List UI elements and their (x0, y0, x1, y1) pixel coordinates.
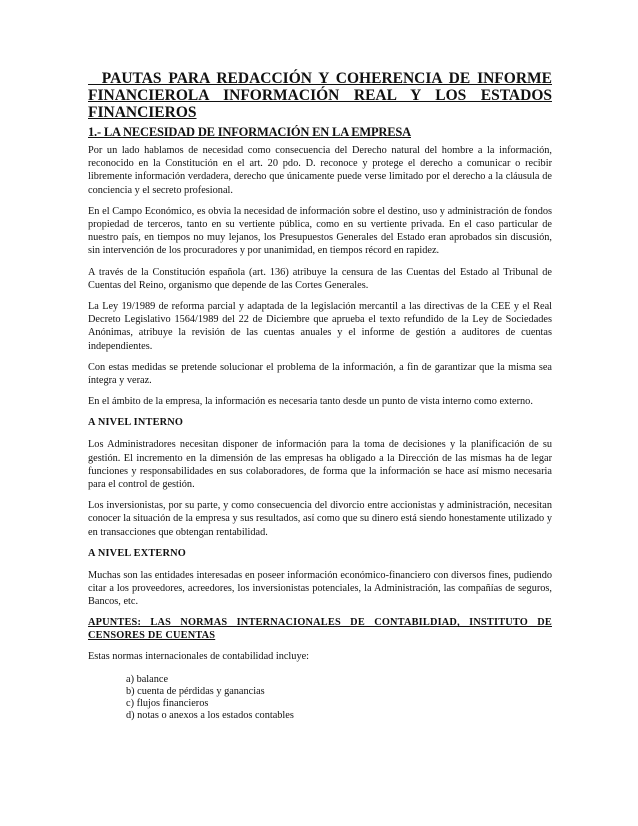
apuntes-intro: Estas normas internacionales de contabilidad incluye: (88, 651, 310, 663)
title-line: FINANCIEROLA INFORMACIÓN REAL Y LOS ESTADOS (88, 87, 552, 104)
paragraph: Los inversionistas, por su parte, y como consecuencia del divorcio entre accionistas y administración, necesitan conocer la situación de la empresa y sus resultados, así como que su dinero está siendo honestamente utilizado y en transacciones que obtengan rentabilidad. (88, 500, 552, 538)
paragraph: A través de la Constitución española (art. 136) atribuye la censura de las Cuentas del Estado al Tribunal de Cuentas del Reino, organismo que depende de las Cortes Generales. (88, 266, 552, 291)
title-line: PAUTAS PARA REDACCIÓN Y COHERENCIA DE INFORME (88, 70, 552, 87)
paragraph: Por un lado hablamos de necesidad como consecuencia del Derecho natural del hombre a la información, reconocido en la Constitución en el art. 20 pdo. D. reconoce y protege el derecho a comunicar o recibir libremente información verdadera, derecho que únicamente puede verse limitado por el derecho a la cláusula de conciencia y el secreto profesional. (88, 145, 552, 196)
list-item: c) flujos financieros (126, 697, 209, 709)
subheading-nivel-interno: A NIVEL INTERNO (88, 417, 184, 429)
paragraph: En el Campo Económico, es obvia la necesidad de información sobre el destino, uso y administración de fondos propiedad de terceros, tanto en su vertiente pública, como en su vertiente privada. En el caso particular de nuestro país, en tiempos no muy lejanos, los Presupuestos Generales del Estado eran aprobados sin discusión, sin intervención de los procuradores y por unanimidad, en tiempos récord en rapidez. (88, 205, 552, 257)
section-heading (88, 125, 552, 140)
list-item: b) cuenta de pérdidas y ganancias (126, 685, 265, 697)
document-title (88, 70, 552, 121)
section-heading-text: 1.- LA NECESIDAD DE INFORMACIÓN EN LA EMPRESA (88, 125, 411, 139)
paragraph: En el ámbito de la empresa, la información es necesaria tanto desde un punto de vista interno como externo. (88, 396, 533, 408)
list-item: a) balance (126, 673, 169, 685)
apuntes-heading-line: CENSORES DE CUENTAS (88, 630, 216, 642)
paragraph: Muchas son las entidades interesadas en poseer información económico-financiero con diversos fines, pudiendo citar a los proveedores, acreedores, los inversionistas potenciales, la Administración, las compañías de seguros, Bancos, etc. (88, 569, 552, 608)
list-item: d) notas o anexos a los estados contables (126, 709, 294, 721)
document-page (88, 70, 552, 722)
subheading-nivel-externo: A NIVEL EXTERNO (88, 547, 186, 559)
apuntes-heading-line: APUNTES: LAS NORMAS INTERNACIONALES DE CONTABILDIAD, INSTITUTO DE (88, 617, 552, 629)
paragraph: Con estas medidas se pretende solucionar el problema de la información, a fin de garantizar que la misma sea íntegra y veraz. (88, 361, 552, 387)
statements-list (88, 674, 552, 722)
title-line: FINANCIEROS (88, 104, 197, 121)
apuntes-heading (88, 616, 552, 642)
paragraph: Los Administradores necesitan disponer de información para la toma de decisiones y la planificación de su gestión. El incremento en la dimensión de las empresas ha obligado a la Dirección de las mismas ha de legar funciones y responsabilidades en sus colaboradores, de forma que la información se hace así mismo necesaria para el control de gestión. (88, 439, 552, 491)
paragraph: La Ley 19/1989 de reforma parcial y adaptada de la legislación mercantil a las directivas de la CEE y el Real Decreto Legislativo 1564/1989 del 22 de Diciembre que aprueba el texto refundido de la Ley de Sociedades Anónimas, atribuye la revisión de las cuentas anuales y el informe de gestión a auditores de cuentas independientes. (88, 301, 552, 352)
